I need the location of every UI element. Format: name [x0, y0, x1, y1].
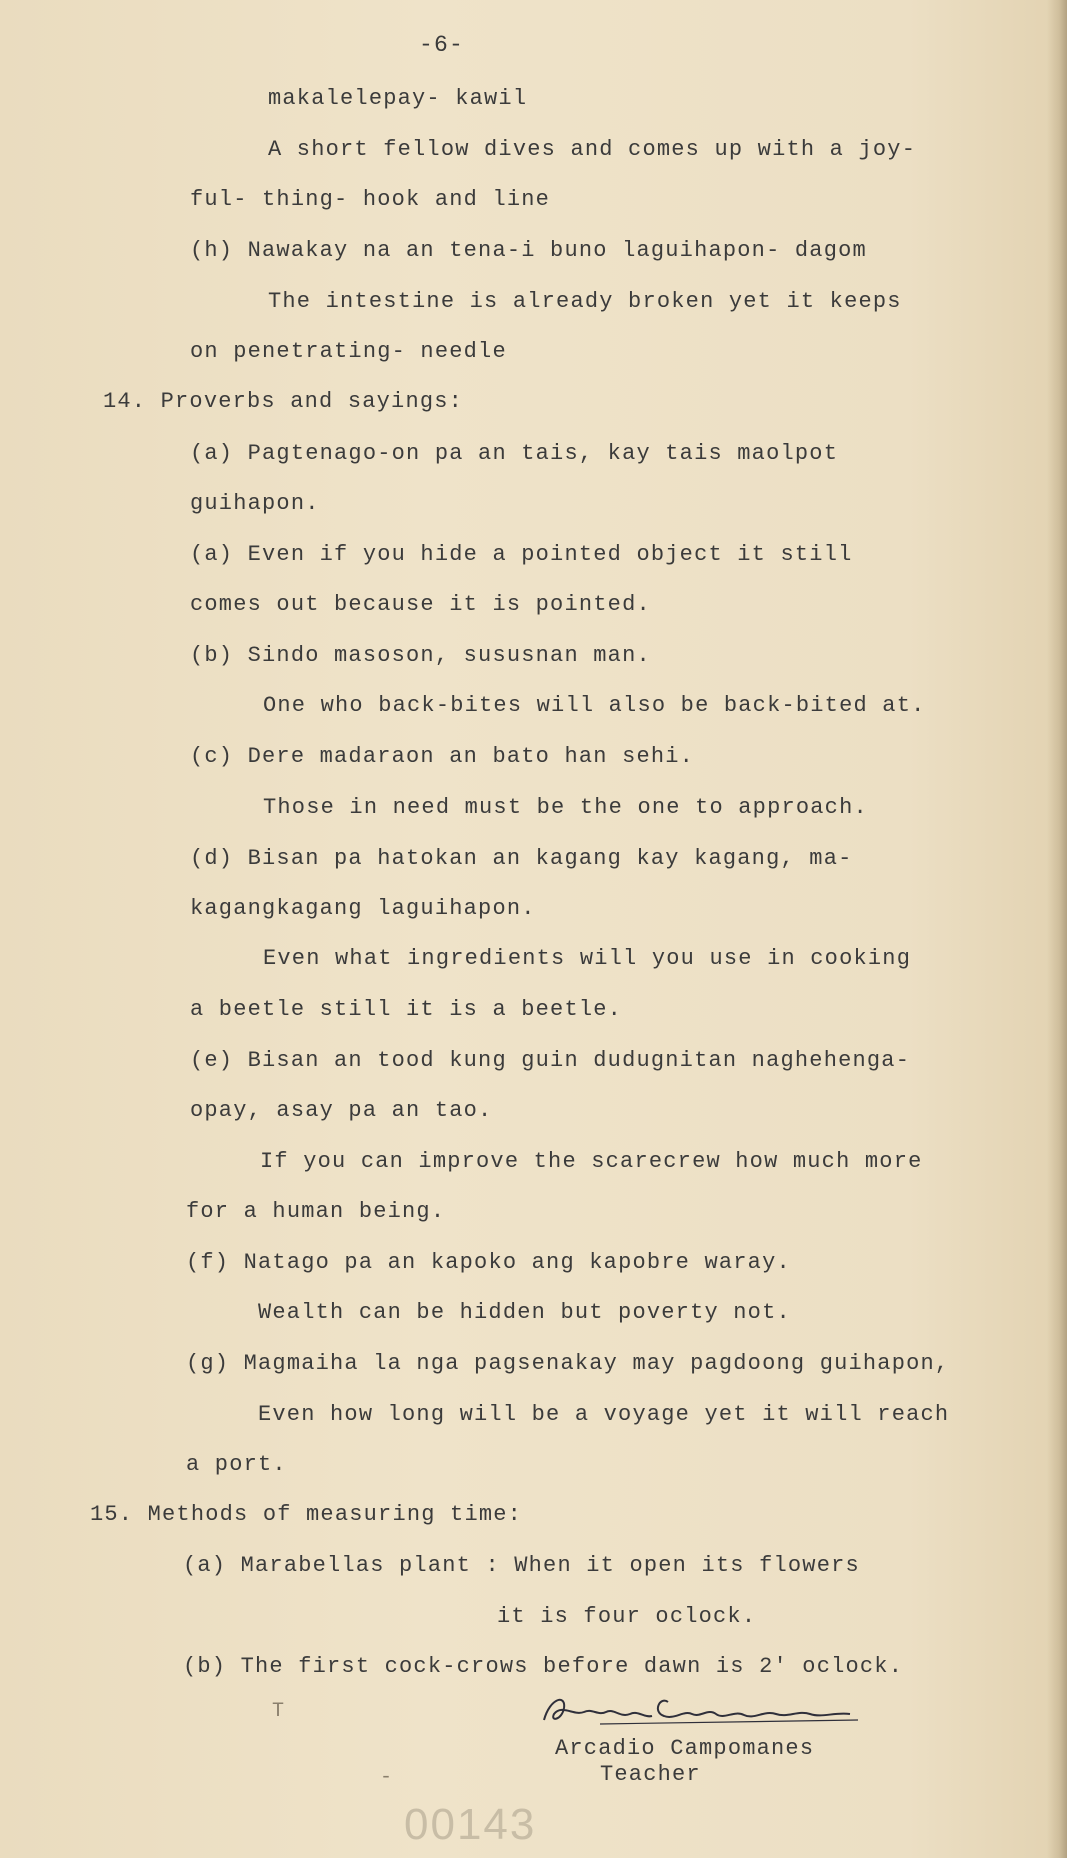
text-line: for a human being. — [186, 1199, 446, 1224]
page-edge-shadow — [1047, 0, 1067, 1858]
text-line: on penetrating- needle — [190, 339, 507, 364]
text-line: Those in need must be the one to approach. — [263, 795, 868, 820]
stray-mark: T — [272, 1700, 285, 1723]
text-line: (d) Bisan pa hatokan an kagang kay kagang, ma- — [190, 846, 853, 871]
text-line: a port. — [186, 1452, 287, 1477]
text-line: Even what ingredients will you use in cooking — [263, 946, 912, 971]
text-line: Wealth can be hidden but poverty not. — [258, 1300, 791, 1325]
section-heading: 15. Methods of measuring time: — [90, 1502, 523, 1527]
page-number: -6- — [419, 32, 465, 58]
text-line: a beetle still it is a beetle. — [190, 997, 623, 1022]
text-line: The intestine is already broken yet it keeps — [268, 289, 902, 314]
signatory-name: Arcadio Campomanes — [555, 1736, 815, 1761]
serial-stamp: 00143 — [404, 1800, 537, 1849]
text-line: opay, asay pa an tao. — [190, 1098, 493, 1123]
text-line: (b) Sindo masoson, sususnan man. — [190, 643, 651, 668]
text-line: If you can improve the scarecrew how much more — [260, 1149, 923, 1174]
text-line: Even how long will be a voyage yet it will reach — [258, 1402, 950, 1427]
text-line: (b) The first cock-crows before dawn is 2' oclock. — [183, 1654, 904, 1679]
text-line: One who back-bites will also be back-bited at. — [263, 693, 926, 718]
text-line: kagangkagang laguihapon. — [190, 896, 536, 921]
text-line: comes out because it is pointed. — [190, 592, 651, 617]
signatory-title: Teacher — [600, 1762, 701, 1787]
text-line: (a) Pagtenago-on pa an tais, kay tais maolpot — [190, 441, 839, 466]
section-heading: 14. Proverbs and sayings: — [103, 389, 464, 414]
handwritten-signature — [540, 1690, 870, 1730]
text-line: (a) Marabellas plant : When it open its flowers — [183, 1553, 860, 1578]
text-line: ful- thing- hook and line — [190, 187, 551, 212]
text-line: A short fellow dives and comes up with a joy- — [268, 137, 917, 162]
text-line: guihapon. — [190, 491, 320, 516]
text-line: makalelepay- kawil — [268, 86, 528, 111]
text-line: (f) Natago pa an kapoko ang kapobre waray. — [186, 1250, 791, 1275]
text-line: it is four oclock. — [497, 1604, 757, 1629]
text-line: (g) Magmaiha la nga pagsenakay may pagdoong guihapon, — [186, 1351, 950, 1376]
text-line: (a) Even if you hide a pointed object it still — [190, 542, 853, 567]
stray-mark: - — [380, 1766, 393, 1789]
text-line: (c) Dere madaraon an bato han sehi. — [190, 744, 695, 769]
text-line: (h) Nawakay na an tena-i buno laguihapon- dagom — [190, 238, 867, 263]
text-line: (e) Bisan an tood kung guin dudugnitan naghehenga- — [190, 1048, 911, 1073]
